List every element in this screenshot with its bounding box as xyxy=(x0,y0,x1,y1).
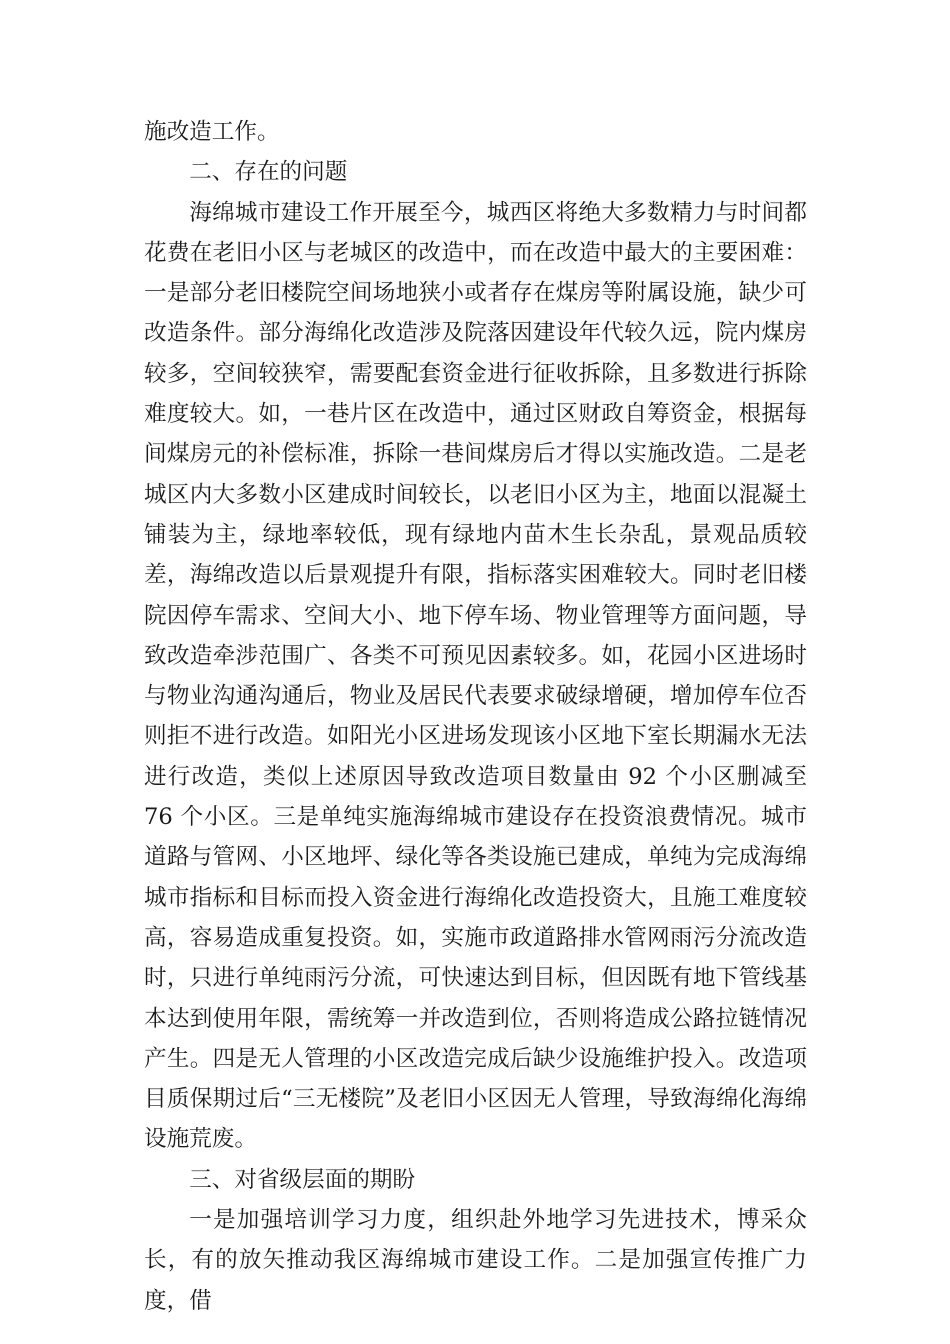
paragraph-problems: 海绵城市建设工作开展至今，城西区将绝大多数精力与时间都花费在老旧小区与老城区的改造中，而在改造中最大的主要困难：一是部分老旧楼院空间场地狭小或者存在煤房等附属设施，缺少可改造条件。部分海绵化改造涉及院落因建设年代较久远，院内煤房较多，空间较狭窄，需要配套资金进行征收拆除，且多数进行拆除难度较大。如，一巷片区在改造中，通过区财政自筹资金，根据每间煤房元的补偿标准，拆除一巷间煤房后才得以实施改造。二是老城区内大多数小区建成时间较长，以老旧小区为主，地面以混凝土铺装为主，绿地率较低，现有绿地内苗木生长杂乱，景观品质较差，海绵改造以后景观提升有限，指标落实困难较大。同时老旧楼院因停车需求、空间大小、地下停车场、物业管理等方面问题，导致改造牵涉范围广、各类不可预见因素较多。如，花园小区进场时与物业沟通沟通后，物业及居民代表要求破绿增硬，增加停车位否则拒不进行改造。如阳光小区进场发现该小区地下室长期漏水无法进行改造，类似上述原因导致改造项目数量由 92 个小区删减至 76 个小区。三是单纯实施海绵城市建设存在投资浪费情况。城市道路与管网、小区地坪、绿化等各类设施已建成，单纯为完成海绵城市指标和目标而投入资金进行海绵化改造投资大，且施工难度较高，容易造成重复投资。如，实施市政道路排水管网雨污分流改造时，只进行单纯雨污分流，可快速达到目标，但因既有地下管线基本达到使用年限，需统筹一并改造到位，否则将造成公路拉链情况产生。四是无人管理的小区改造完成后缺少设施维护投入。改造项目质保期过后“三无楼院”及老旧小区因无人管理，导致海绵化海绵设施荒废。 xyxy=(144,199,807,1153)
document-page xyxy=(144,112,807,1321)
paragraph-continuation: 施改造工作。 xyxy=(144,119,280,145)
section-heading-problems: 二、存在的问题 xyxy=(189,159,348,186)
section-heading-expectations: 三、对省级层面的期盼 xyxy=(189,1166,416,1193)
paragraph-expectations: 一是加强培训学习力度，组织赴外地学习先进技术，博采众长，有的放矢推动我区海绵城市建设工作。二是加强宣传推广力度，借 xyxy=(144,1207,807,1314)
